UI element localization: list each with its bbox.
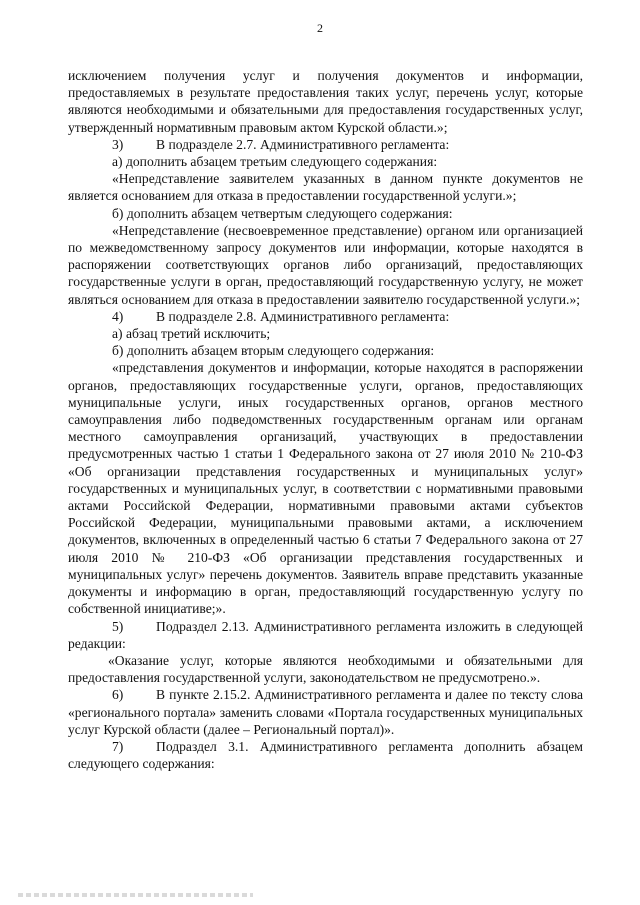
list-item-7: [68, 738, 583, 772]
scan-artifact: [18, 893, 253, 897]
paragraph: а) дополнить абзацем третьим следующего содержания:: [112, 154, 438, 170]
quoted-paragraph: «Непредставление (несвоевременное представление) органом или организацией по межведомственному запросу документов или информации, которые находятся в распоряжении соответствующих органов либо организаций, предоставляющих государственные услуги в орган, предоставляющий государственную услугу, не может являться основанием для отказа в предоставлении заявителю государственной услуги.»;: [68, 222, 583, 307]
document-body: [68, 67, 583, 772]
paragraph: б) дополнить абзацем четвертым следующего содержания:: [112, 205, 453, 221]
paragraph: б) дополнить абзацем вторым следующего содержания:: [112, 343, 435, 359]
quoted-paragraph: «представления документов и информации, которые находятся в распоряжении органов, предоставляющих государственные услуги, органов, предоставляющих муниципальные услуги, иных государственных органов, органов местного самоуправления либо подведомственных государственным органам или органам местного самоуправления организаций, участвующих в предоставлении предусмотренных частью 1 статьи 1 Федерального закона от 27 июля 2010 № 210-ФЗ «Об организации представления государственных и муниципальных услуг» государственных и муниципальных услуг, в соответствии с нормативными правовыми актами Российской Федерации, нормативными правовыми актами субъектов Российской Федерации, муниципальными правовыми актами, а исключением документов, включенных в определенный частью 6 статьи 7 Федерального закона от 27 июля 2010 № 210-ФЗ «Об организации представления государственных и муниципальных услуг» перечень документов. Заявитель вправе представить указанные документы и информацию в орган, предоставляющий государственную услугу по собственной инициативе;».: [68, 360, 583, 617]
list-item-text: В пункте 2.15.2. Административного регламента и далее по тексту слова «регионального портала» заменить словами «Портала государственных муниципальных услуг Курской области (далее – Региональный портал)».: [68, 687, 583, 737]
list-number: 5): [112, 618, 124, 634]
list-item-text: В подразделе 2.8. Административного регламента:: [156, 308, 450, 324]
list-item-6: [68, 686, 583, 738]
quoted-paragraph: «Оказание услуг, которые являются необходимыми и обязательными для предоставления государственной услуги, законодательством не предусмотрено.».: [68, 652, 583, 686]
paragraph: а) абзац третий исключить;: [112, 326, 271, 342]
list-number: 3): [112, 136, 124, 152]
list-item-3: [68, 136, 583, 153]
list-item-4: [68, 308, 583, 325]
quoted-paragraph: «Непредставление заявителем указанных в данном пункте документов не является основанием для отказа в предоставлении государственной услуги.»;: [68, 171, 583, 204]
list-number: 4): [112, 308, 124, 324]
paragraph: исключением получения услуг и получения документов и информации, предоставляемых в результате предоставления таких услуг, перечень услуг, которые являются необходимыми и обязательными для предоставления государственных услуг, утвержденный нормативным правовым актом Курской области.»;: [68, 68, 583, 135]
list-number: 6): [112, 687, 124, 703]
list-item-text: В подразделе 2.7. Административного регламента:: [156, 136, 450, 152]
page-number: 2: [317, 21, 323, 35]
list-item-text: Подраздел 2.13. Административного регламента изложить в следующей редакции:: [68, 618, 583, 651]
list-item-5: [68, 618, 583, 652]
list-item-text: Подраздел 3.1. Административного регламента дополнить абзацем следующего содержания:: [68, 738, 583, 772]
list-number: 7): [112, 738, 124, 754]
